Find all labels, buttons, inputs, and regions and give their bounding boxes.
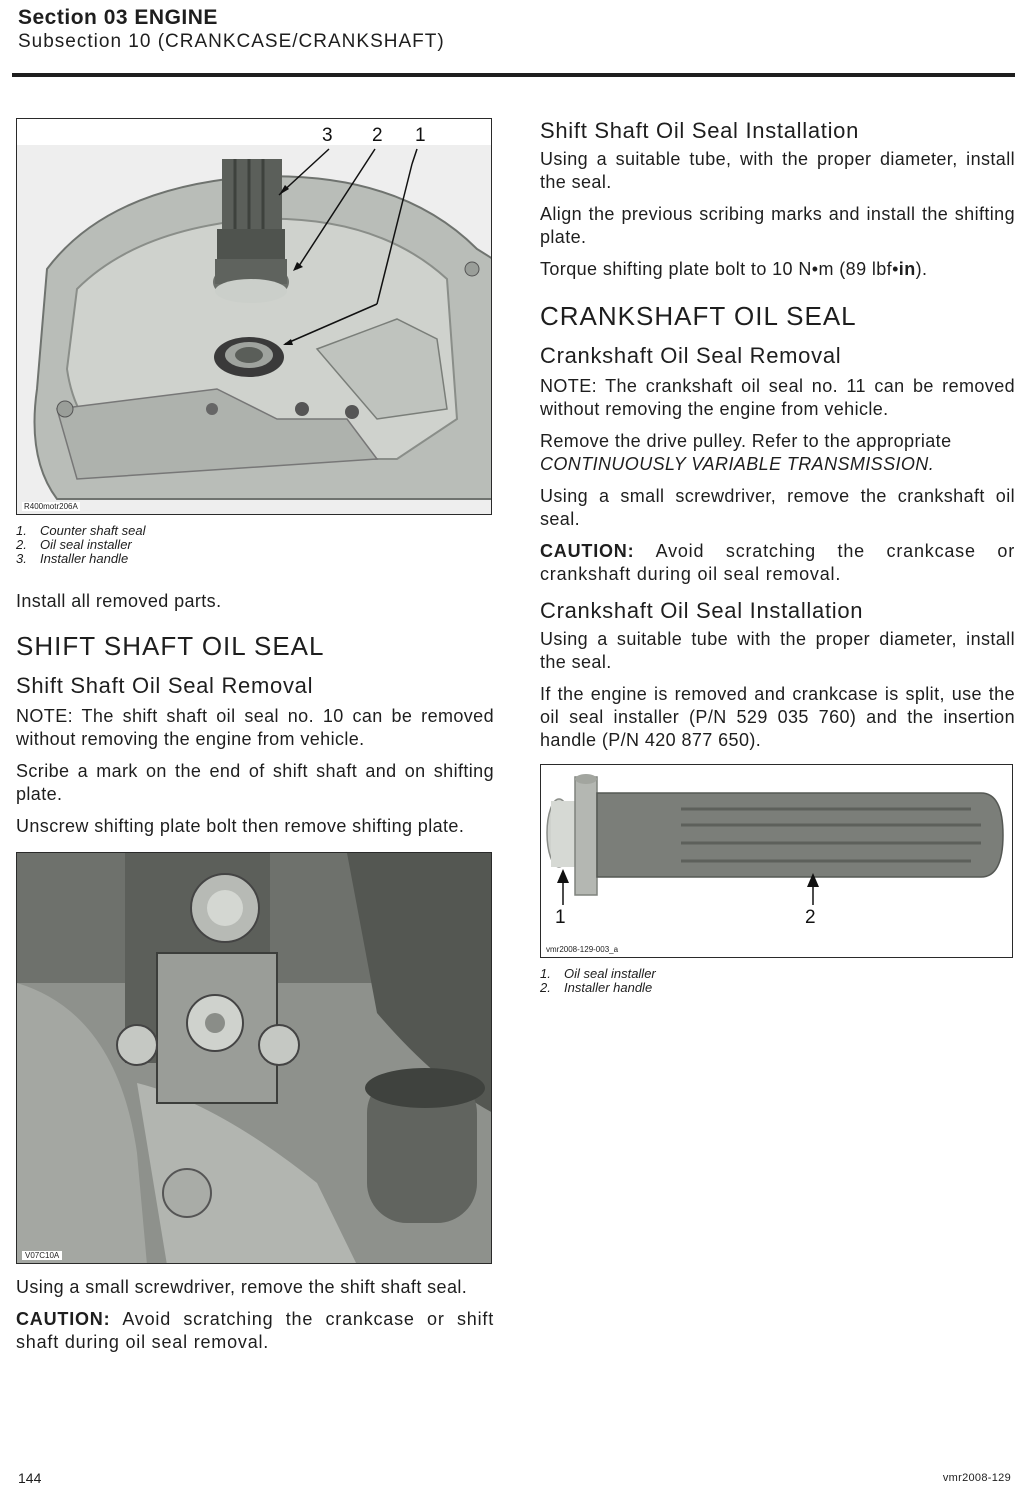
caution-text: Avoid scratching the crankcase or shift shaft during oil seal removal.	[16, 1309, 494, 1352]
caution-shift-seal	[16, 1308, 494, 1354]
left-column	[16, 118, 494, 1354]
legend-number: 1.	[16, 523, 27, 538]
figure-seal-installer	[540, 764, 1013, 958]
page-header	[18, 6, 445, 54]
shifting-plate-photo	[17, 853, 492, 1264]
page-number: 144	[18, 1470, 42, 1486]
figure-id: V07C10A	[22, 1251, 62, 1260]
paragraph-torque	[540, 258, 1015, 281]
note-label: NOTE:	[16, 706, 74, 726]
legend-item	[16, 524, 494, 538]
drive-reference: CONTINUOUSLY VARIABLE TRANSMISSION.	[540, 454, 935, 474]
legend-number: 2.	[16, 537, 27, 552]
subheading-shift-removal: Shift Shaft Oil Seal Removal	[16, 673, 314, 698]
figure-legend	[16, 524, 494, 566]
subheading-crank-removal: Crankshaft Oil Seal Removal	[540, 343, 842, 368]
legend-text: Installer handle	[40, 551, 129, 566]
paragraph-unscrew: Unscrew shifting plate bolt then remove shifting plate.	[16, 816, 465, 836]
subsection-heading: Subsection 10 (CRANKCASE/CRANKSHAFT)	[18, 31, 445, 52]
torque-end: ).	[915, 259, 928, 279]
subheading-shift-installation: Shift Shaft Oil Seal Installation	[540, 118, 860, 143]
paragraph-install-tube: Using a suitable tube, with the proper diameter, install the seal.	[540, 149, 1015, 192]
section-label: Section	[18, 6, 98, 29]
callout-2: 2	[805, 907, 816, 928]
note-text: The shift shaft oil seal no. 10 can be removed without removing the engine from vehicle.	[16, 706, 495, 749]
section-name: ENGINE	[134, 6, 218, 29]
paragraph-align: Align the previous scribing marks and install the shifting plate.	[540, 204, 1015, 247]
figure-id: vmr2008-129-003_a	[546, 945, 619, 954]
paragraph-crank-screwdriver: Using a small screwdriver, remove the crankshaft oil seal.	[540, 486, 1015, 529]
legend-number: 1.	[540, 966, 551, 981]
torque-text: Torque shifting plate bolt to 10 N•m (89 lbf•	[540, 259, 899, 279]
seal-installer-illustration	[541, 765, 1013, 958]
legend-text: Oil seal installer	[40, 537, 132, 552]
drive-text: Remove the drive pulley. Refer to the appropriate	[540, 431, 952, 451]
header-rule	[12, 73, 1015, 77]
paragraph-crank-split: If the engine is removed and crankcase is split, use the oil seal installer (P/N 529 035 760) and the insertion handle (P/N 420 877 650).	[540, 684, 1015, 750]
figure-legend	[540, 967, 1015, 995]
legend-item	[16, 552, 494, 566]
note-shift-seal	[16, 705, 494, 751]
section-title-shift-shaft: SHIFT SHAFT OIL SEAL	[16, 631, 325, 661]
caution-label: CAUTION:	[16, 1309, 111, 1329]
legend-item	[540, 967, 1015, 981]
callout-1: 1	[555, 907, 566, 928]
crankcase-illustration	[17, 119, 492, 515]
torque-unit: in	[898, 259, 916, 279]
paragraph-install-parts: Install all removed parts.	[16, 591, 222, 611]
note-crank-seal	[540, 375, 1015, 421]
paragraph-shift-screwdriver: Using a small screwdriver, remove the shift shaft seal.	[16, 1277, 468, 1297]
legend-number: 2.	[540, 980, 551, 995]
caution-label: CAUTION:	[540, 541, 635, 561]
callout-3: 3	[322, 125, 333, 146]
caution-text: Avoid scratching the crankcase or crankshaft during oil seal removal.	[540, 541, 1015, 584]
section-title-crankshaft: CRANKSHAFT OIL SEAL	[540, 301, 857, 331]
note-label: NOTE:	[540, 376, 598, 396]
legend-item	[16, 538, 494, 552]
legend-item	[540, 981, 1015, 995]
legend-text: Oil seal installer	[564, 966, 656, 981]
callout-2: 2	[372, 125, 383, 146]
paragraph-crank-tube: Using a suitable tube with the proper diameter, install the seal.	[540, 629, 1015, 672]
note-text: The crankshaft oil seal no. 11 can be removed without removing the engine from vehicle.	[540, 376, 1016, 419]
figure-id: R400motr206A	[24, 502, 78, 511]
section-heading	[18, 6, 445, 30]
figure-shifting-plate	[16, 852, 492, 1264]
right-column	[540, 118, 1015, 995]
section-number: 03	[103, 6, 129, 29]
caution-crank-seal	[540, 540, 1015, 586]
legend-text: Installer handle	[564, 980, 653, 995]
figure-crankcase-seal	[16, 118, 492, 515]
document-code: vmr2008-129	[942, 1472, 1011, 1484]
legend-number: 3.	[16, 551, 27, 566]
paragraph-scribe: Scribe a mark on the end of shift shaft and on shifting plate.	[16, 761, 494, 804]
legend-text: Counter shaft seal	[40, 523, 146, 538]
callout-1: 1	[415, 125, 426, 146]
paragraph-drive-pulley	[540, 430, 1015, 476]
subheading-crank-installation: Crankshaft Oil Seal Installation	[540, 598, 864, 623]
